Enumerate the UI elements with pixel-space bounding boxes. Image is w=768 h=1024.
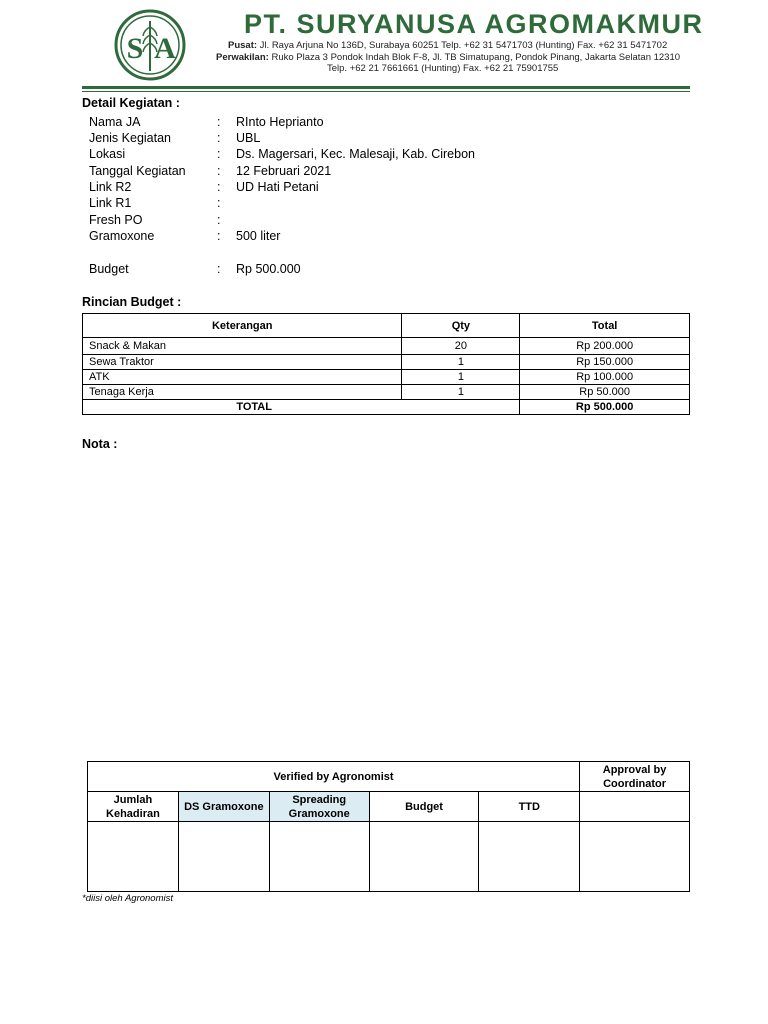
input-ttd[interactable] [479, 822, 580, 892]
footnote: *diisi oleh Agronomist [82, 893, 173, 904]
verification-header-row [88, 792, 690, 822]
perwakilan-label: Perwakilan: [216, 52, 269, 63]
col-spreading-gramoxone: Spreading Gramoxone [269, 792, 369, 822]
cell-total: Rp 100.000 [520, 370, 690, 385]
cell-total: Rp 200.000 [520, 338, 690, 355]
input-ds-gramoxone[interactable] [178, 822, 269, 892]
detail-colon: : [217, 180, 221, 194]
cell-keterangan: Snack & Makan [83, 338, 402, 355]
detail-label: Budget [89, 262, 129, 276]
cell-total: Rp 50.000 [520, 385, 690, 400]
verified-title: Verified by Agronomist [88, 762, 580, 792]
detail-row-jenis-kegiatan [0, 130, 768, 146]
pusat-text: Jl. Raya Arjuna No 136D, Surabaya 60251 Telp. +62 31 5471703 (Hunting) Fax. +62 31 5471702 [257, 40, 668, 51]
table-row [83, 355, 690, 370]
cell-total: Rp 150.000 [520, 355, 690, 370]
verification-title-row [88, 762, 690, 792]
detail-colon: : [217, 115, 221, 129]
detail-row-link-r2 [0, 179, 768, 195]
input-budget[interactable] [369, 822, 479, 892]
table-row [83, 385, 690, 400]
col-ttd: TTD [479, 792, 580, 822]
detail-colon: : [217, 196, 221, 210]
pusat-label: Pusat: [228, 40, 258, 51]
budget-header-row [83, 314, 690, 338]
detail-value: 500 liter [236, 229, 281, 243]
col-ds-gramoxone: DS Gramoxone [178, 792, 269, 822]
detail-value: Ds. Magersari, Kec. Malesaji, Kab. Cirebon [236, 147, 475, 161]
rincian-title: Rincian Budget : [82, 295, 182, 309]
detail-row-nama-ja [0, 114, 768, 130]
detail-row-link-r1 [0, 195, 768, 211]
nota-title: Nota : [82, 437, 118, 451]
input-spreading-gramoxone[interactable] [269, 822, 369, 892]
detail-row-budget [0, 261, 768, 277]
detail-colon: : [217, 229, 221, 243]
company-name: PT. SURYANUSA AGROMAKMUR [244, 9, 704, 39]
detail-row-gramoxone [0, 228, 768, 244]
detail-label: Tanggal Kegiatan [89, 164, 186, 178]
logo-letter-a: A [154, 32, 176, 65]
detail-label: Jenis Kegiatan [89, 131, 172, 145]
total-row [83, 400, 690, 415]
logo-letter-s: S [126, 32, 144, 65]
detail-colon: : [217, 131, 221, 145]
detail-value: 12 Februari 2021 [236, 164, 332, 178]
detail-label: Gramoxone [89, 229, 155, 243]
detail-row-lokasi [0, 146, 768, 162]
table-row [83, 370, 690, 385]
detail-label: Link R1 [89, 196, 132, 210]
detail-value: UD Hati Petani [236, 180, 319, 194]
detail-label: Lokasi [89, 147, 126, 161]
approval-title: Approval by Coordinator [580, 762, 690, 792]
detail-colon: : [217, 147, 221, 161]
input-approval[interactable] [580, 822, 690, 892]
col-jumlah-kehadiran: Jumlah Kehadiran [88, 792, 179, 822]
company-logo [114, 9, 186, 81]
detail-colon: : [217, 213, 221, 227]
header-rule-thin [82, 91, 690, 92]
address-pusat [228, 40, 667, 52]
detail-colon: : [217, 164, 221, 178]
verification-table [87, 761, 690, 892]
perwakilan-text: Ruko Plaza 3 Pondok Indah Blok F-8, Jl. TB Simatupang, Pondok Pinang, Jakarta Selatan 12310 [268, 52, 681, 63]
cell-keterangan: ATK [83, 370, 402, 385]
detail-title: Detail Kegiatan : [82, 96, 180, 110]
detail-label: Fresh PO [89, 213, 143, 227]
col-budget: Budget [369, 792, 479, 822]
cell-keterangan: Tenaga Kerja [83, 385, 402, 400]
table-row [83, 338, 690, 355]
header-rule [82, 86, 690, 89]
header-qty: Qty [402, 314, 520, 338]
detail-value: UBL [236, 131, 261, 145]
detail-row-tanggal-kegiatan [0, 163, 768, 179]
cell-qty: 1 [402, 355, 520, 370]
detail-label: Nama JA [89, 115, 141, 129]
total-value: Rp 500.000 [520, 400, 690, 415]
cell-qty: 1 [402, 370, 520, 385]
input-jumlah-kehadiran[interactable] [88, 822, 179, 892]
perwakilan-phone: Telp. +62 21 7661661 (Hunting) Fax. +62 21 75901755 [327, 63, 559, 74]
detail-label: Link R2 [89, 180, 132, 194]
cell-qty: 1 [402, 385, 520, 400]
col-approval-blank [580, 792, 690, 822]
cell-qty: 20 [402, 338, 520, 355]
verification-input-row [88, 822, 690, 892]
detail-value: RInto Heprianto [236, 115, 324, 129]
header-total: Total [520, 314, 690, 338]
detail-row-fresh-po [0, 212, 768, 228]
detail-value: Rp 500.000 [236, 262, 301, 276]
header-keterangan: Keterangan [83, 314, 402, 338]
budget-table [82, 313, 690, 415]
detail-colon: : [217, 262, 221, 276]
total-label: TOTAL [83, 400, 520, 415]
cell-keterangan: Sewa Traktor [83, 355, 402, 370]
